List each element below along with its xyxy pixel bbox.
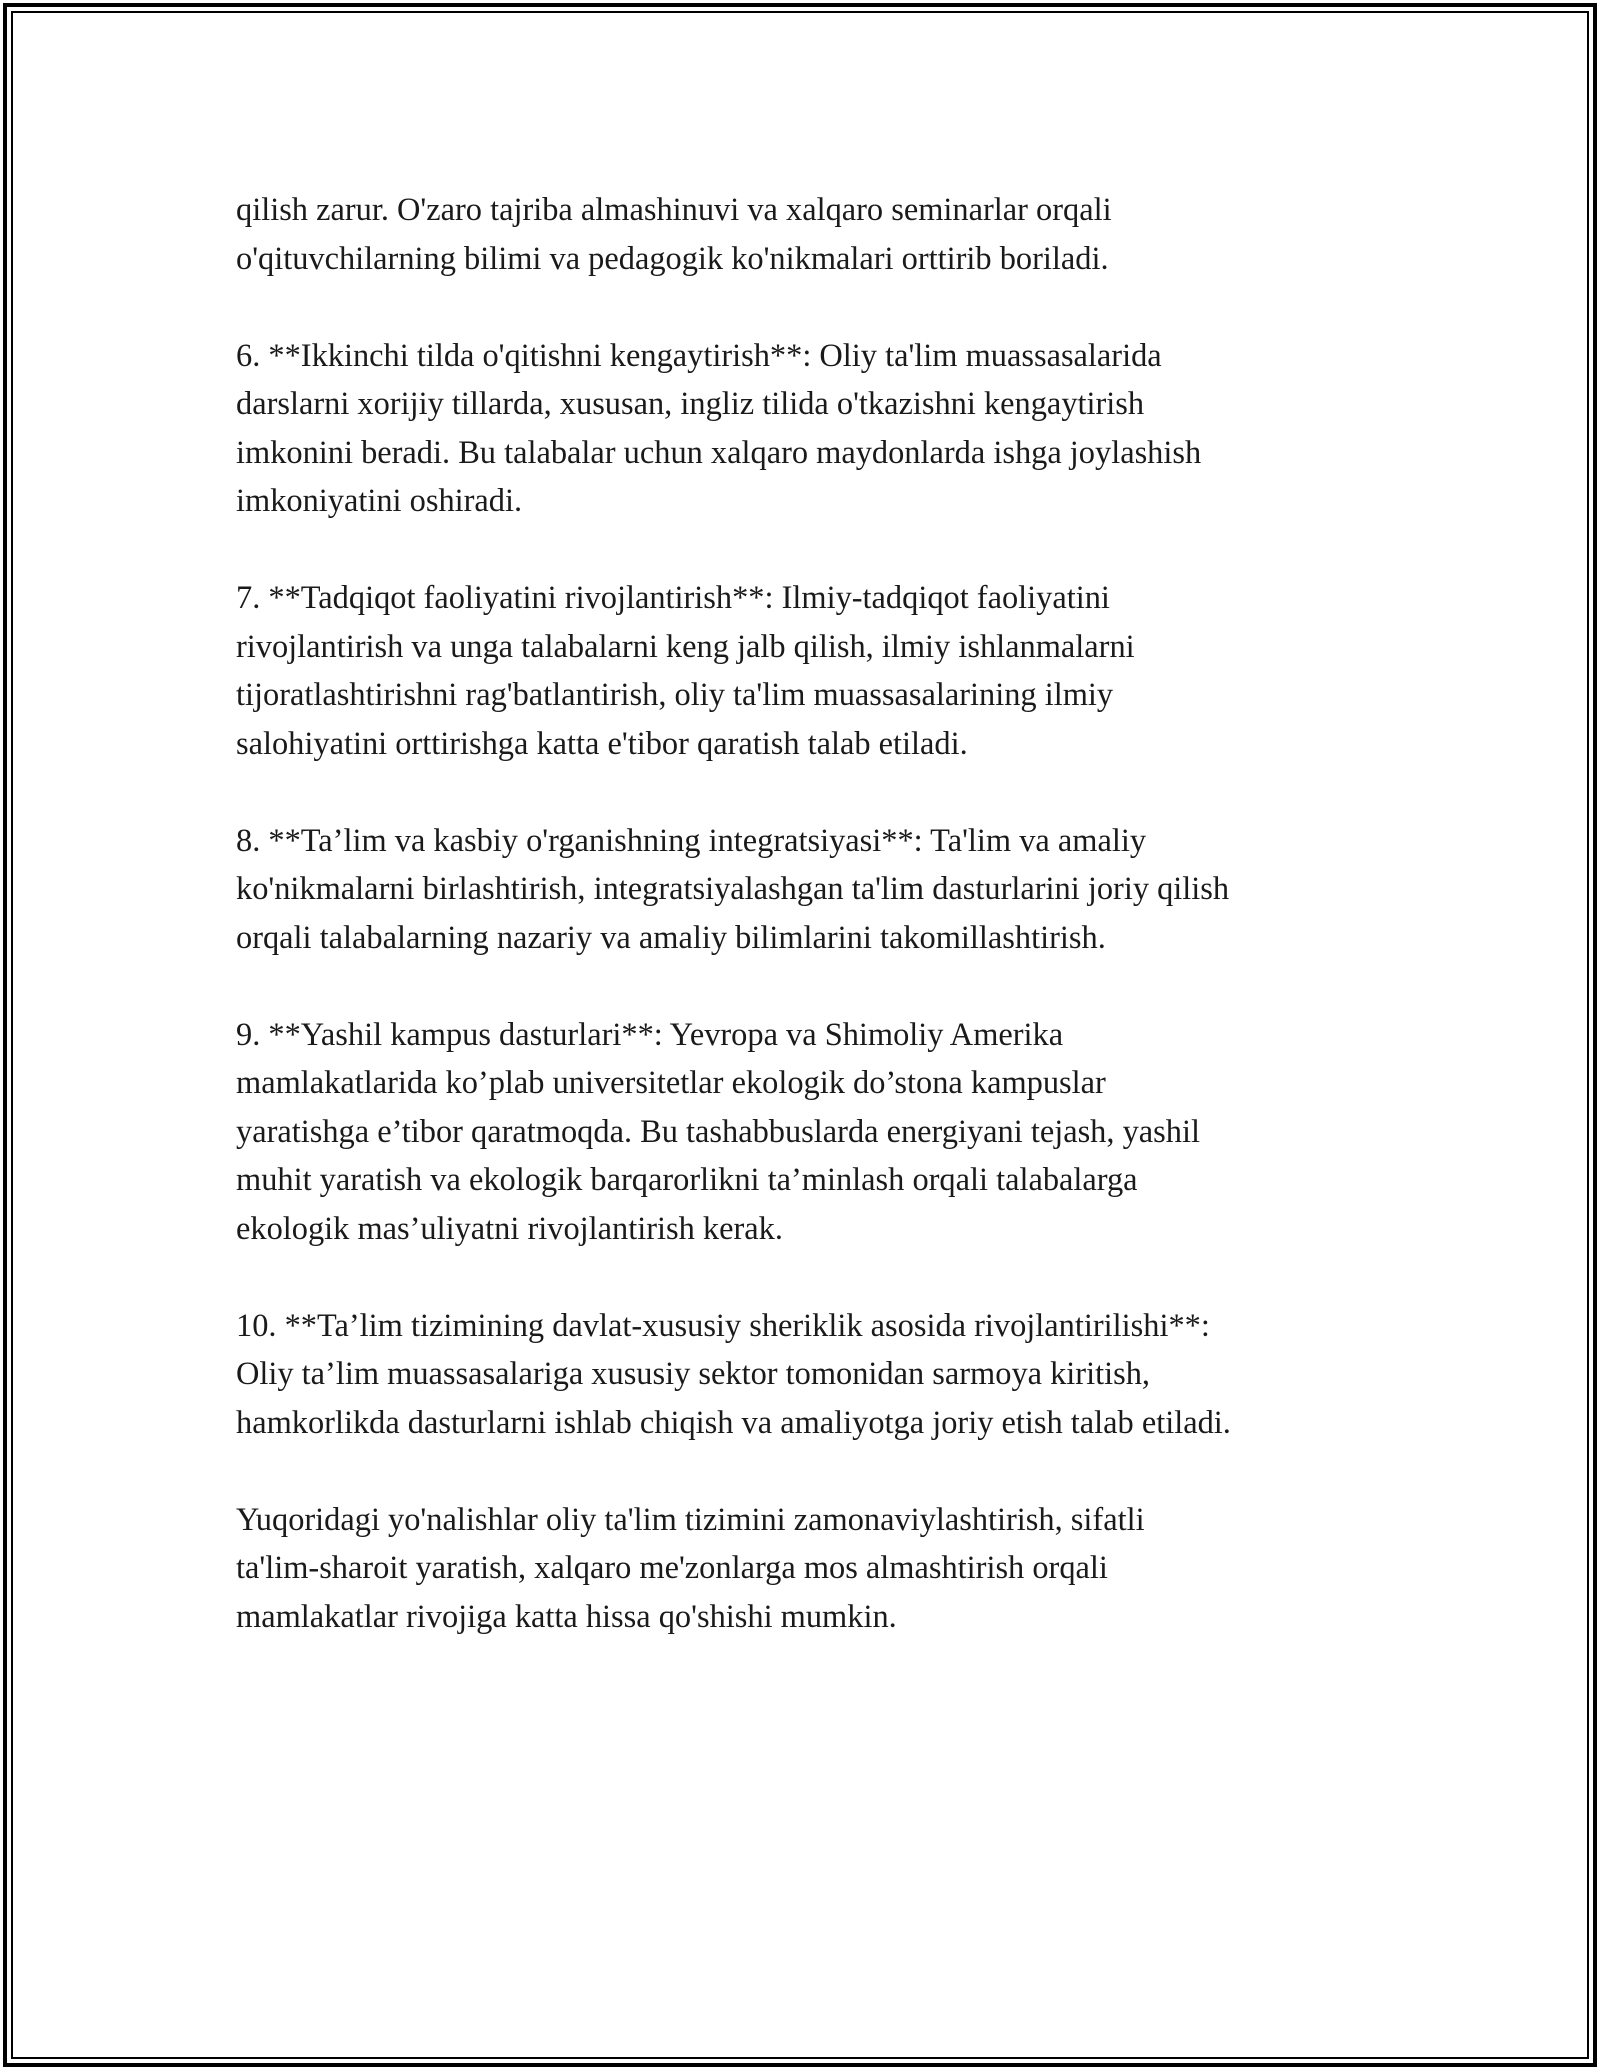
paragraph-item-9: 9. **Yashil kampus dasturlari**: Yevropa va Shimoliy Amerika mamlakatlarida ko’plab universitetlar ekologik do’stona kampuslar yaratishga e’tibor qaratmoqda. Bu tashabbuslarda energiyani tejash, yashil muhit yaratish va ekologik barqarorlikni ta’minlash orqali talabalarga ekologik mas’uliyatni rivojlantirish kerak.: [236, 1016, 1200, 1247]
paragraph-item-6: 6. **Ikkinchi tilda o'qitishni kengaytirish**: Oliy ta'lim muassasalarida darslarni xorijiy tillarda, xususan, ingliz tilida o'tkazishni kengaytirish imkonini beradi. Bu talabalar uchun xalqaro maydonlarda ishga joylashish imkoniyatini oshiradi.: [236, 337, 1202, 519]
paragraph-item-10: 10. **Ta’lim tizimining davlat-xususiy sheriklik asosida rivojlantirilishi**: Oliy ta’lim muassasalariga xususiy sektor tomonidan sarmoya kiritish, hamkorlikda dasturlarni ishlab chiqish va amaliyotga joriy etish talab etiladi.: [236, 1307, 1231, 1441]
paragraph-conclusion: Yuqoridagi yo'nalishlar oliy ta'lim tizimini zamonaviylashtirish, sifatli ta'lim-sharoit yaratish, xalqaro me'zonlarga mos almashtirish orqali mamlakatlar rivojiga katta hissa qo'shishi mumkin.: [236, 1501, 1145, 1635]
paragraph-item-7: 7. **Tadqiqot faoliyatini rivojlantirish**: Ilmiy-tadqiqot faoliyatini rivojlantirish va unga talabalarni keng jalb qilish, ilmiy ishlanmalarni tijoratlashtirishni rag'batlantirish, oliy ta'lim muassasalarining ilmiy salohiyatini orttirishga katta e'tibor qaratish talab etiladi.: [236, 580, 1135, 762]
paragraph-item-8: 8. **Ta’lim va kasbiy o'rganishning integratsiyasi**: Ta'lim va amaliy ko'nikmalarni birlashtirish, integratsiyalashgan ta'lim dasturlarini joriy qilish orqali talabalarning nazariy va amaliy bilimlarini takomillashtirish.: [236, 822, 1230, 956]
document-body: [236, 186, 1386, 1641]
paragraph-continuation: qilish zarur. O'zaro tajriba almashinuvi va xalqaro seminarlar orqali o'qituvchilarning bilimi va pedagogik ko'nikmalari orttirib boriladi.: [236, 192, 1112, 277]
